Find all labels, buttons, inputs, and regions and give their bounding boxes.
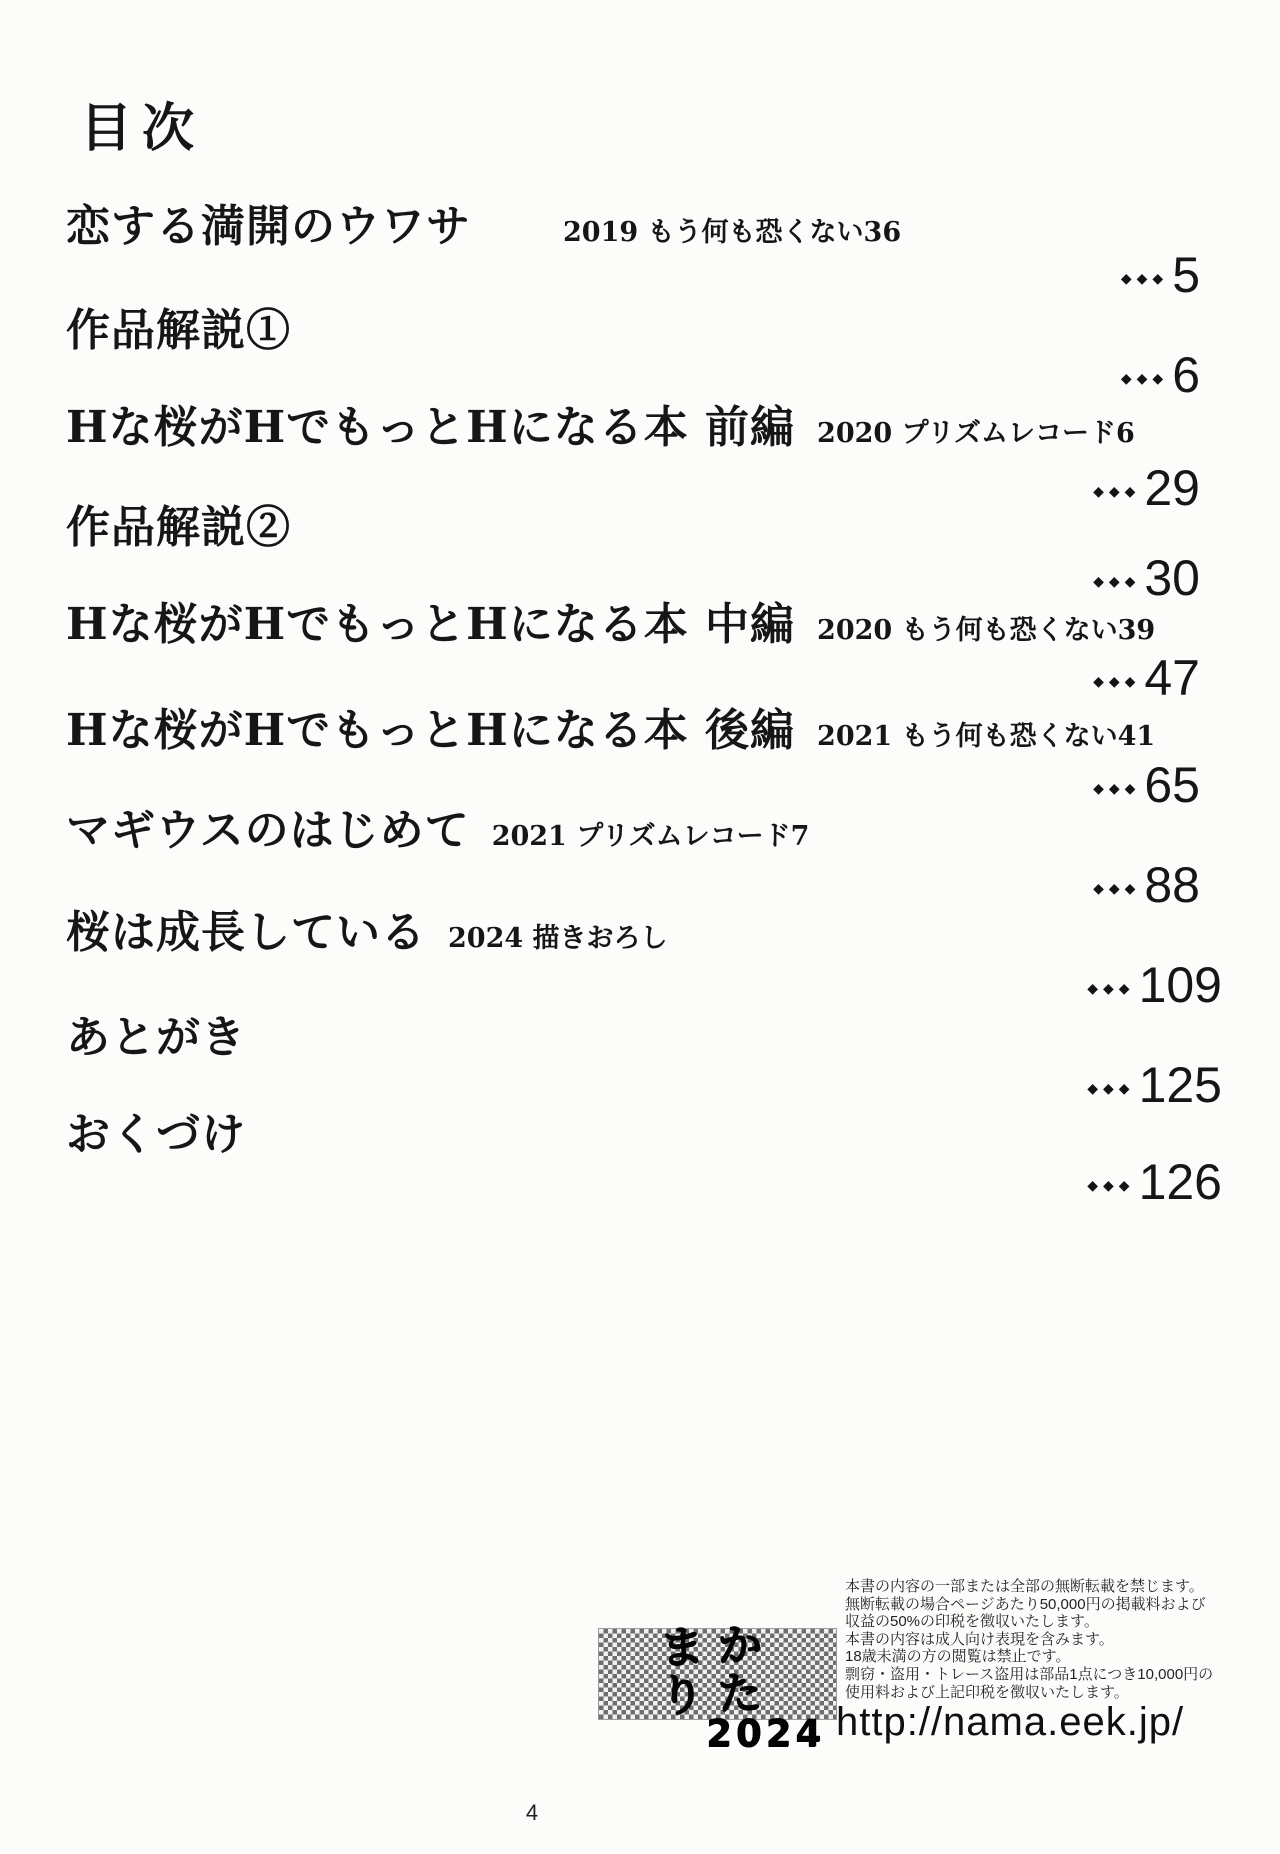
leader-dots: ◆◆◆ [1093, 880, 1141, 896]
toc-entry-page [0, 347, 1200, 403]
toc-entry-title [66, 202, 901, 253]
entry-title-text: あとがき [66, 1012, 246, 1063]
toc-entry-page [0, 957, 1222, 1013]
toc-entry-page [0, 1057, 1222, 1113]
page-number: 47 [1144, 650, 1200, 706]
toc-entry-title [66, 600, 1155, 651]
circle-website-url: http://nama.eek.jp/ [836, 1700, 1185, 1744]
leader-dots: ◆◆◆ [1120, 270, 1169, 286]
leader-dots: ◆◆◆ [1120, 370, 1169, 386]
page-number: 88 [1144, 857, 1200, 913]
disclaimer-line: 無断転載の場合ページあたり50,000円の掲載料および [845, 1595, 1206, 1613]
entry-subtitle: 2019 もう何も恐くない36 [563, 217, 902, 248]
toc-entry-title [66, 1110, 268, 1161]
entry-subtitle: 2020 もう何も恐くない39 [817, 615, 1156, 646]
stamp-text-row: まか [658, 1618, 777, 1675]
entry-title-text: おくづけ [66, 1109, 246, 1160]
disclaimer-line: 収益の50%の印税を徴収いたします。 [845, 1613, 1099, 1631]
leader-dots: ◆◆◆ [1093, 573, 1141, 589]
stamp-year: 2024 [706, 1712, 825, 1755]
entry-subtitle: 2021 もう何も恐くない41 [817, 721, 1156, 752]
toc-entry-page [0, 247, 1200, 303]
entry-title-text: Hな桜がHでもっとHになる本 中編 [66, 599, 796, 650]
page-number: 5 [1172, 247, 1200, 303]
page-number: 29 [1144, 460, 1200, 516]
folio-page-number: 4 [525, 1800, 539, 1825]
toc-entry-title [66, 706, 1155, 757]
disclaimer-line: 剽窃・盗用・トレース盗用は部品1点につき10,000円の [845, 1665, 1214, 1683]
disclaimer-line: 18歳未満の方の閲覧は禁止です。 [845, 1648, 1071, 1666]
entry-subtitle: 2024 描きおろし [448, 923, 668, 954]
disclaimer-line: 本書の内容は成人向け表現を含みます。 [845, 1630, 1114, 1648]
page-number: 65 [1144, 757, 1200, 813]
toc-entry-page [0, 550, 1200, 606]
toc-entry-page [0, 857, 1200, 913]
entry-title-text: Hな桜がHでもっとHになる本 後編 [66, 705, 796, 756]
leader-dots: ◆◆◆ [1087, 1080, 1135, 1096]
leader-dots: ◆◆◆ [1093, 780, 1141, 796]
toc-entry-title [66, 908, 668, 959]
entry-title-text: マギウスのはじめて [66, 805, 470, 856]
disclaimer-line: 本書の内容の一部または全部の無断転載を禁じます。 [845, 1578, 1204, 1595]
leader-dots: ◆◆◆ [1093, 483, 1141, 499]
entry-title-text: Hな桜がHでもっとHになる本 前編 [66, 402, 796, 453]
toc-entry-title [66, 306, 313, 357]
toc-entry-title [66, 806, 809, 857]
toc-entry-page [0, 1154, 1222, 1210]
entry-title-text: 作品解説① [66, 305, 291, 356]
disclaimer-line: 使用料および上記印税を徴収いたします。 [845, 1683, 1129, 1701]
entry-title-text: 作品解説② [66, 502, 291, 553]
copyright-disclaimer [845, 1578, 1214, 1701]
toc-entry-title [66, 1013, 268, 1064]
toc-entry-title [66, 503, 313, 554]
leader-dots: ◆◆◆ [1093, 673, 1141, 689]
leader-dots: ◆◆◆ [1087, 980, 1135, 996]
entry-title-text: 桜は成長している [66, 907, 426, 958]
circle-stamp-logo [598, 1618, 837, 1723]
toc-entry-page [0, 650, 1200, 706]
page-title: 目次 [80, 98, 205, 159]
toc-entry-title [66, 403, 1135, 454]
entry-subtitle: 2020 プリズムレコード6 [817, 418, 1135, 449]
stamp-text-row: りた [658, 1666, 777, 1723]
page-number: 125 [1138, 1057, 1222, 1113]
page-number: 30 [1144, 550, 1200, 606]
page-number: 126 [1138, 1154, 1222, 1210]
entry-title-text: 恋する満開のウワサ [66, 201, 471, 252]
toc-entry-page [0, 757, 1200, 813]
page-number: 109 [1138, 957, 1222, 1013]
entry-subtitle: 2021 プリズムレコード7 [491, 821, 810, 852]
page-number: 6 [1172, 347, 1200, 403]
leader-dots: ◆◆◆ [1087, 1177, 1135, 1193]
